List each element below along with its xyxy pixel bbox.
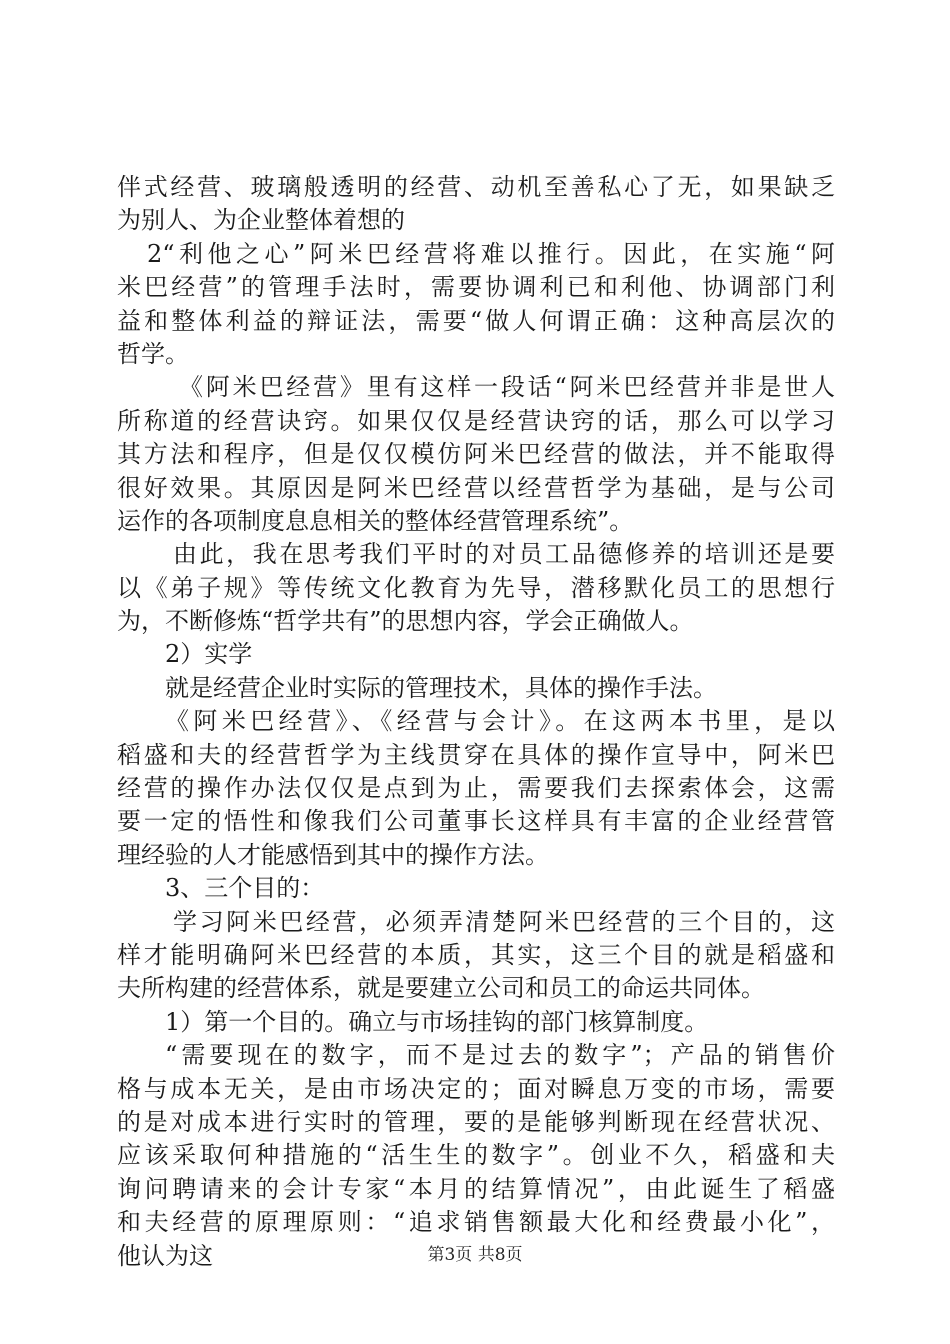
section-heading: 1）第一个目的。确立与市场挂钩的部门核算制度。 — [165, 1007, 709, 1036]
text-line: 《阿米巴经营》、《经营与会计》。在这两本书里，是以 — [165, 707, 835, 736]
text-line: 应该采取何种措施的“活生生的数字”。创业不久，稻盛和夫 — [117, 1141, 835, 1170]
text-line: 要一定的悟性和像我们公司董事长这样具有丰富的企业经营管 — [117, 807, 835, 836]
text-line: 哲学。 — [117, 339, 189, 368]
text-line: 就是经营企业时实际的管理技术，具体的操作手法。 — [165, 673, 717, 702]
text-line: 由此，我在思考我们平时的对员工品德修养的培训还是要 — [173, 540, 835, 569]
text-line: 运作的各项制度息息相关的整体经营管理系统”。 — [117, 506, 634, 535]
text-line: 样才能明确阿米巴经营的本质，其实，这三个目的就是稻盛和 — [117, 940, 835, 969]
text-line: 经营的操作办法仅仅是点到为止，需要我们去探索体会，这需 — [117, 774, 835, 803]
text-line: 益和整体利益的辩证法，需要“做人何谓正确：这种高层次的 — [117, 306, 835, 335]
text-line: 伴式经营、玻璃般透明的经营、动机至善私心了无，如果缺乏 — [117, 173, 835, 201]
text-line: 为，不断修炼“哲学共有”的思想内容，学会正确做人。 — [117, 607, 694, 636]
text-line: 他认为这 — [117, 1241, 213, 1270]
text-line: 以《弟子规》等传统文化教育为先导，潜移默化员工的思想行 — [117, 573, 835, 602]
text-line: 2“利他之心”阿米巴经营将难以推行。因此，在实施“阿 — [147, 239, 835, 268]
text-line: 学习阿米巴经营，必须弄清楚阿米巴经营的三个目的，这 — [173, 907, 835, 936]
text-line: 所称道的经营诀窍。如果仅仅是经营诀窍的话，那么可以学习 — [117, 406, 835, 435]
text-line: 《阿米巴经营》里有这样一段话“阿米巴经营并非是世人 — [179, 373, 835, 402]
text-line: 米巴经营”的管理手法时，需要协调利已和利他、协调部门利 — [117, 273, 835, 302]
text-line: 理经验的人才能感悟到其中的操作方法。 — [117, 840, 549, 869]
document-body — [117, 171, 835, 1273]
page-indicator: 第3页 共8页 — [427, 1245, 523, 1265]
text-line: 很好效果。其原因是阿米巴经营以经营哲学为基础，是与公司 — [117, 473, 835, 502]
text-line: 和夫经营的原理原则：“追求销售额最大化和经费最小化”， — [117, 1208, 835, 1237]
text-line: 夫所构建的经营体系，就是要建立公司和员工的命运共同体。 — [117, 974, 765, 1003]
text-line: 稻盛和夫的经营哲学为主线贯穿在具体的操作宣导中，阿米巴 — [117, 740, 835, 769]
text-line: 询问聘请来的会计专家“本月的结算情况”，由此诞生了稻盛 — [117, 1174, 835, 1203]
section-heading: 3、三个目的： — [165, 874, 325, 903]
text-line: “需要现在的数字，而不是过去的数字”；产品的销售价 — [165, 1041, 835, 1070]
section-heading: 2）实学 — [165, 640, 253, 669]
text-line: 的是对成本进行实时的管理，要的是能够判断现在经营状况、 — [117, 1107, 835, 1136]
text-line: 格与成本无关，是由市场决定的；面对瞬息万变的市场，需要 — [117, 1074, 835, 1103]
text-line: 其方法和程序，但是仅仅模仿阿米巴经营的做法，并不能取得 — [117, 440, 835, 469]
text-line: 为别人、为企业整体着想的 — [117, 206, 405, 235]
